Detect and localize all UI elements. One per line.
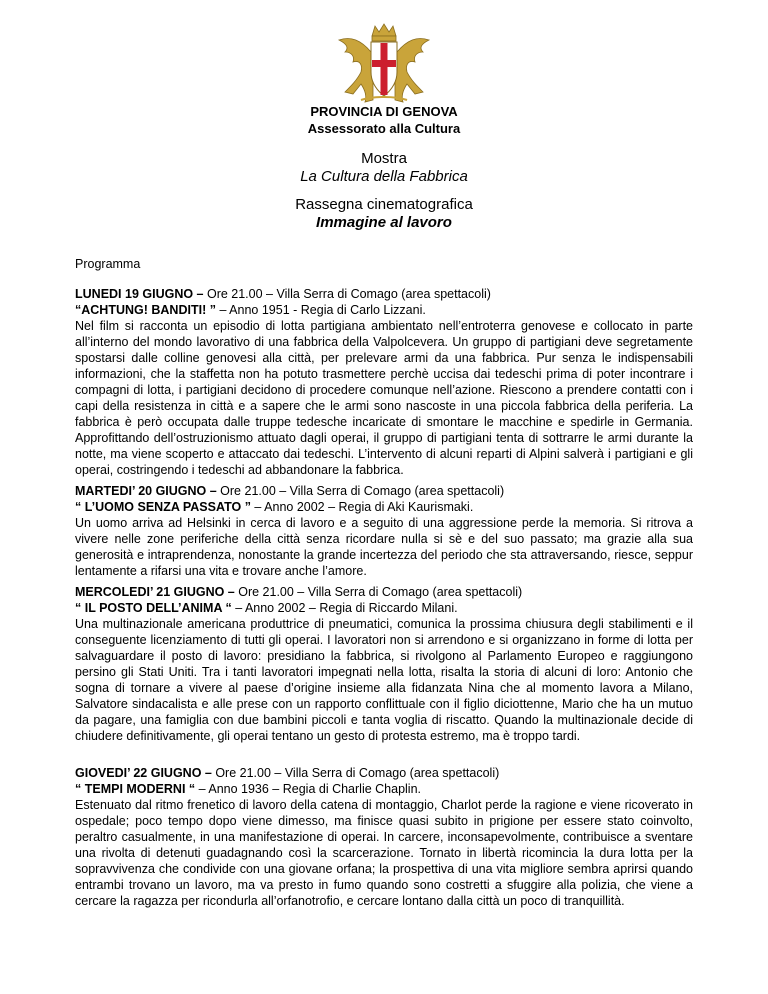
event-entry bbox=[75, 765, 693, 909]
event-description: Una multinazionale americana produttrice di pneumatici, comunica la prossima chiusura degli stabilimenti e il conseguente licenziamento di tutti gli operai. I lavoratori non si arrendono e si organizzano in forme di lotta per salvaguardare il posto di lavoro: presidiano la fabbrica, si rivolgono al Parlamento Europeo e raggiungono persino gli Stati Uniti. Tra i tanti lavoratori impegnati nella lotta, risalta la storia di alcuni di loro: Antonio che sogna di tornare a vivere al paese d’origine insieme alla fidanzata Nina che al momento lavora a Milano, Salvatore sindacalista e alle prese con un rapporto conflittuale con il figlio diciottenne, Mario che ha un mutuo da pagare, una famiglia con due bambini piccoli e tanta voglia di riscatto. Quando la multinazionale decide di chiudere definitivamente, gli operai tentano un gesto di protesta estremo, ma è troppo tardi. bbox=[75, 617, 693, 743]
rassegna-title: Immagine al lavoro bbox=[316, 214, 452, 231]
event-film-title: “ TEMPI MODERNI “ bbox=[75, 782, 196, 796]
event-day: GIOVEDI’ 22 GIUGNO – bbox=[75, 766, 212, 780]
event-entry bbox=[75, 483, 693, 579]
programma-heading: Programma bbox=[75, 257, 141, 271]
mostra-label: Mostra bbox=[361, 150, 407, 167]
event-film-info: – Anno 2002 – Regia di Aki Kaurismaki. bbox=[250, 500, 474, 514]
event-film-info: – Anno 1951 - Regia di Carlo Lizzani. bbox=[215, 303, 426, 317]
event-day: MERCOLEDI’ 21 GIUGNO – bbox=[75, 585, 235, 599]
event-film-info: – Anno 2002 – Regia di Riccardo Milani. bbox=[231, 601, 458, 615]
event-entry bbox=[75, 286, 693, 478]
event-description: Nel film si racconta un episodio di lotta partigiana ambientato nell’entroterra genovese e collocato in parte all’interno del mondo lavorativo di una fabbrica della Valpolcevera. Un gruppo di partigiani deve segretamente spostarsi dalle colline genovesi alla città, per prelevare armi da una fabbrica. Pur senza le indispensabili informazioni, che la staffetta non ha potuto trasmettere perchè uccisa dai tedeschi prima di poter incontrare i compagni di lotta, i partigiani decidono di procedere comunque nell’azione. Riescono a prendere contatti con i capi della resistenza in città e a sapere che le armi sono nascoste in una piccola fabbrica della periferia. La fabbrica è però occupata dalle truppe tedesche incaricate di smontare le macchine e spedirle in Germania. Approfittando dell’ostruzionismo attuato dagli operai, il gruppo di partigiani tenta di sottrarre le armi durante la notte, ma viene scoperto e attaccato dai tedeschi. L’intervento di alcuni reparti di Alpini salverà i partigiani e gli operai, costringendo i tedeschi ad abbandonare la fabbrica. bbox=[75, 319, 693, 477]
genova-coat-of-arms-icon bbox=[331, 22, 437, 104]
department: Assessorato alla Cultura bbox=[307, 121, 461, 136]
org-name: PROVINCIA DI GENOVA bbox=[310, 104, 458, 119]
event-day: LUNEDI 19 GIUGNO – bbox=[75, 287, 204, 301]
event-description: Estenuato dal ritmo frenetico di lavoro della catena di montaggio, Charlot perde la ragione e viene ricoverato in ospedale; poco tempo dopo viene dimesso, ma finisce quasi subito in prigione per essere stato coinvolto, peraltro casualmente, in una manifestazione di operai. In carcere, inconsapevolmente, contribuisce a sventare una rivolta di detenuti guadagnando così la scarcerazione. Tornato in libertà ricomincia la dura lotta per la sopravvivenza che condivide con una giovane orfana; la prospettiva di una vita migliore sembra aprirsi quando entrambi trovano un lavoro, ma va presto in fumo quando sono costretti a sfuggire alla polizia, che viene a cercare la ragazza per ricondurla all’orfanotrofio, e cercare lontano dalla città un poco di tranquillità. bbox=[75, 798, 693, 908]
event-time-place: Ore 21.00 – Villa Serra di Comago (area spettacoli) bbox=[203, 287, 491, 301]
event-day: MARTEDI’ 20 GIUGNO – bbox=[75, 484, 217, 498]
event-film-title: “ L’UOMO SENZA PASSATO ” bbox=[75, 500, 251, 514]
event-film-title: “ IL POSTO DELL’ANIMA “ bbox=[75, 601, 232, 615]
event-description: Un uomo arriva ad Helsinki in cerca di lavoro e a seguito di una aggressione perde la memoria. Si ritrova a vivere nelle zone periferiche della città senza ricordare nulla si sè e del suo passato; ma grazie alla sua generosità e intraprendenza, nonostante la grande incertezza del periodo che sta attraversando, riesce, seppur lentamente a rifarsi una vita e trovare anche l’amore. bbox=[75, 516, 693, 578]
event-time-place: Ore 21.00 – Villa Serra di Comago (area spettacoli) bbox=[234, 585, 523, 599]
event-time-place: Ore 21.00 – Villa Serra di Comago (area spettacoli) bbox=[216, 484, 505, 498]
mostra-title: La Cultura della Fabbrica bbox=[300, 168, 468, 185]
event-time-place: Ore 21.00 – Villa Serra di Comago (area spettacoli) bbox=[211, 766, 500, 780]
rassegna-label: Rassegna cinematografica bbox=[295, 196, 473, 213]
event-entry bbox=[75, 584, 693, 744]
event-film-title: “ACHTUNG! BANDITI! ” bbox=[75, 303, 216, 317]
event-film-info: – Anno 1936 – Regia di Charlie Chaplin. bbox=[195, 782, 422, 796]
